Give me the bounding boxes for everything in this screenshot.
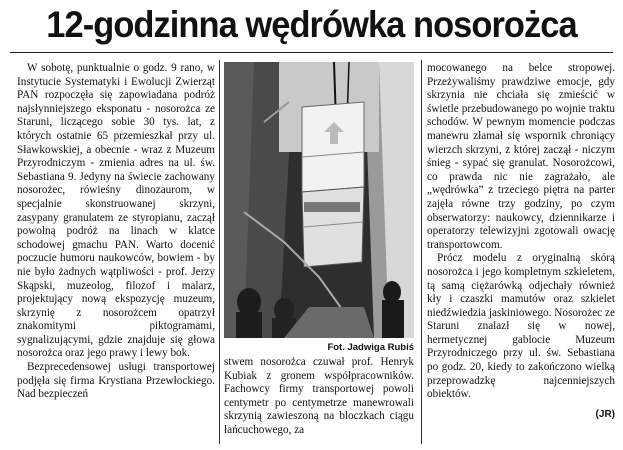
paragraph: Prócz modelu z oryginalną skórą nosorożca i jego kompletnym szkieletem, tą samą ciężarówką odjechały również kły i czaszki mamutów oraz szkielet niedźwiedzia jaskiniowego. Nosorożec ze Staruni znalazł się w nowej, hermetycznej gablocie Muzeum Przyrodniczego przy ul. św. Sebastiana po godz. 20, kiedy to zakończono wielką przeprowadzkę najcenniejszych obiektów. bbox=[427, 252, 615, 401]
paragraph: stwem nosorożca czuwał prof. Henryk Kubiak z gronem współpracowników. Fachowcy firmy transportowej powoli centymetr po centymetrze manewrowali skrzynią zawieszoną na bloczkach ciągu łańcuchowego, za bbox=[224, 356, 414, 436]
column-2 bbox=[224, 62, 414, 446]
article-title: 12-godzinna wędrówka nosorożca bbox=[46, 4, 577, 45]
title-rule bbox=[10, 52, 613, 53]
paragraph: Bezprecedensowej usługi transportowej podjęła się firma Krystiana Przewłockiego. Nad bezpieczeń bbox=[17, 361, 215, 401]
author-signature: (JR) bbox=[595, 408, 615, 420]
column-2-text bbox=[224, 356, 414, 438]
stairwell-photo-illustration bbox=[224, 62, 414, 338]
column-divider bbox=[219, 60, 220, 444]
column-3 bbox=[427, 62, 615, 446]
column-1 bbox=[17, 62, 215, 446]
photo-credit: Fot. Jadwiga Rubiś bbox=[327, 342, 414, 353]
article-photo bbox=[224, 62, 414, 338]
column-divider bbox=[421, 60, 422, 444]
paragraph: mocowanego na belce stropowej. Przeżywaliśmy prawdziwe emocje, gdy skrzynia nie chciała się zmieścić w świetle przebudowanego po wojnie traktu schodów. W pewnym momencie podczas manewru złamał się wspornik chroniący wierzch skrzyni, z której zaczął - niczym śnieg - sypać się granulat. Nosorożcowi, co prawda nic nie zagrażało, ale „wędrówka” z trzeciego piętra na parter zajęła równe trzy godziny, po czym obserwatorzy: naukowcy, dziennikarze i operatorzy telewizyjni zgotowali owację transportowcom. bbox=[427, 62, 615, 251]
paragraph: W sobotę, punktualnie o godz. 9 rano, w Instytucie Systematyki i Ewolucji Zwierząt PAN rozpoczęła się zapowiadana podróż najsłynniejszego eksponatu - nosorożca ze Staruni, liczącego sobie 30 tys. lat, z których ostatnie 65 przemieszkał przy ul. Sławkowskiej, a obecnie - wraz z Muzeum Przyrodniczym - zmienia adres na ul. św. Sebastiana 9. Jedyny na świecie zachowany nosorożec, rówieśny dinozaurom, w specjalnie skonstruowanej skrzyni, zasypany granulatem ze styropianu, zaczął powolną podróż na linach w klatce schodowej gmachu PAN. Warto docenić poczucie humoru naukowców, bowiem - by nie było żadnych wątpliwości - prof. Jerzy Skąpski, muzeolog, filozof i malarz, projektujący nową ekspozycję muzeum, skrzynię z nosorożcem opatrzył znakomitymi piktogramami, sygnalizującymi, gdzie znajduje się głowa nosorożca oraz jego prawy i lewy bok. bbox=[17, 62, 215, 360]
